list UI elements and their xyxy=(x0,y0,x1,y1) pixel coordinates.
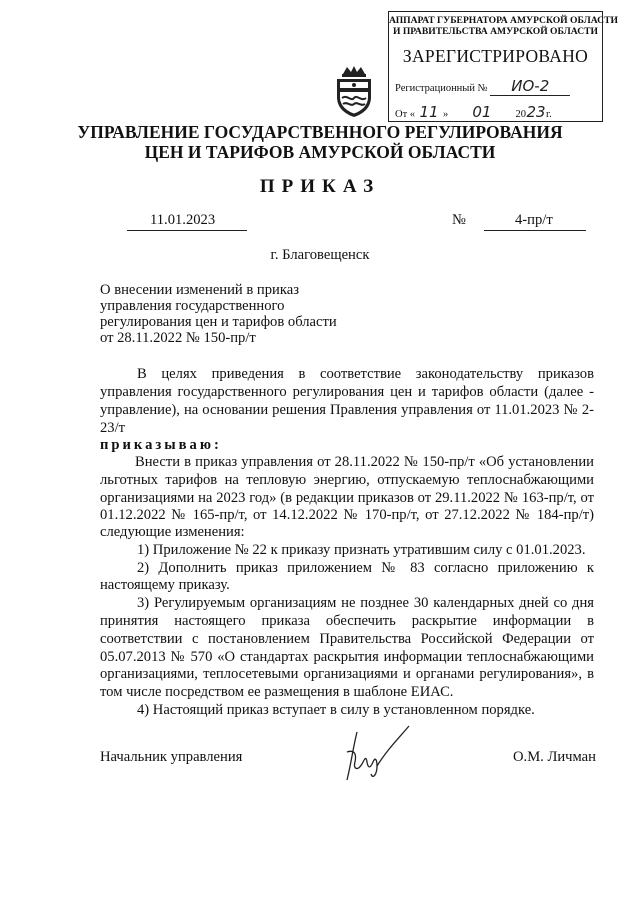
sub-item-2-line: настоящему приказу. xyxy=(100,577,230,593)
preamble-line: 23/т xyxy=(100,420,126,436)
item3-line: соответствии с постановлением Правительства Российской Федерации от xyxy=(100,631,594,647)
subject-line: регулирования цен и тарифов области xyxy=(100,314,337,330)
stamp-date-suffix: г. xyxy=(546,109,552,120)
stamp-title: ЗАРЕГИСТРИРОВАНО xyxy=(402,46,589,66)
item1-line: организациями на 2023 год» (в редакции приказов от 29.11.2022 № 163-пр/т, от xyxy=(100,490,594,506)
preamble-line: управления государственного регулирования цен и тарифов области (далее - xyxy=(100,384,594,400)
item-4: 4) Настоящий приказ вступает в силу в установленном порядке. xyxy=(137,702,535,718)
preamble-line: В целях приведения в соответствие законодательству приказов xyxy=(137,366,594,382)
header-line-2: ЦЕН И ТАРИФОВ АМУРСКОЙ ОБЛАСТИ xyxy=(144,142,496,162)
number-underline xyxy=(484,230,586,231)
signature-image xyxy=(335,722,415,784)
item1-line: следующие изменения: xyxy=(100,524,245,540)
coat-of-arms-icon xyxy=(333,64,375,118)
item3-line: 3) Регулируемым организациям не позднее 30 календарных дней со дня xyxy=(137,595,594,611)
header-line-1: УПРАВЛЕНИЕ ГОСУДАРСТВЕННОГО РЕГУЛИРОВАНИЯ xyxy=(77,122,563,142)
item1-line: льготных тарифов на тепловую энергию, отпускаемую теплоснабжающими xyxy=(100,472,594,488)
item3-line: том числе посредством ее размещения в шаблоне ЕИАС. xyxy=(100,684,454,700)
stamp-date-month: 01 xyxy=(451,103,513,122)
stamp-registration xyxy=(395,77,570,96)
stamp-date-prefix: От « xyxy=(395,109,416,120)
subject-line: от 28.11.2022 № 150-пр/т xyxy=(100,330,256,346)
subject-line: О внесении изменений в приказ xyxy=(100,282,299,298)
document-number: 4-пр/т xyxy=(515,212,553,228)
city: г. Благовещенск xyxy=(270,247,370,263)
subject-line: управления государственного xyxy=(100,298,285,314)
item1-line: 01.12.2022 № 165-пр/т, от 14.12.2022 № 170-пр/т, от 27.12.2022 № 184-пр/т) xyxy=(100,507,594,523)
stamp-reg-number: ИО-2 xyxy=(490,77,570,96)
stamp-date-year-prefix: 20 xyxy=(515,109,527,120)
signatory-position: Начальник управления xyxy=(100,749,243,765)
stamp-line-2: И ПРАВИТЕЛЬСТВА АМУРСКОЙ ОБЛАСТИ xyxy=(392,26,599,37)
stamp-date-mid: » xyxy=(443,109,449,120)
document-date: 11.01.2023 xyxy=(150,212,216,228)
stamp-date-day: 11 xyxy=(415,103,443,122)
orders-word: приказываю: xyxy=(100,437,222,453)
item3-line: 05.07.2013 № 570 «О стандартах раскрытия информации теплоснабжающими xyxy=(100,649,594,665)
item1-line: Внести в приказ управления от 28.11.2022 № 150-пр/т «Об установлении xyxy=(135,454,594,470)
item3-line: организациями, теплосетевыми организациями и органами регулирования», в xyxy=(100,666,594,682)
sub-item-1: 1) Приложение № 22 к приказу признать утратившим силу с 01.01.2023. xyxy=(137,542,586,558)
date-underline xyxy=(127,230,247,231)
stamp-reg-label: Регистрационный № xyxy=(395,83,488,94)
stamp-date xyxy=(395,103,600,122)
registration-stamp xyxy=(388,11,618,122)
preamble-line: управление), на основании решения Правления управления от 11.01.2023 № 2- xyxy=(100,402,594,418)
item3-line: принятия настоящего приказа обеспечить раскрытие информации в xyxy=(100,613,594,629)
stamp-line-1: АППАРАТ ГУБЕРНАТОРА АМУРСКОЙ ОБЛАСТИ xyxy=(389,15,618,26)
signatory-name: О.М. Личман xyxy=(513,749,596,765)
stamp-date-year: 23 xyxy=(526,103,546,121)
document-type: ПРИКАЗ xyxy=(259,176,381,197)
number-label: № xyxy=(452,212,466,228)
sub-item-2-line: 2) Дополнить приказ приложением № 83 согласно приложению к xyxy=(137,560,594,576)
